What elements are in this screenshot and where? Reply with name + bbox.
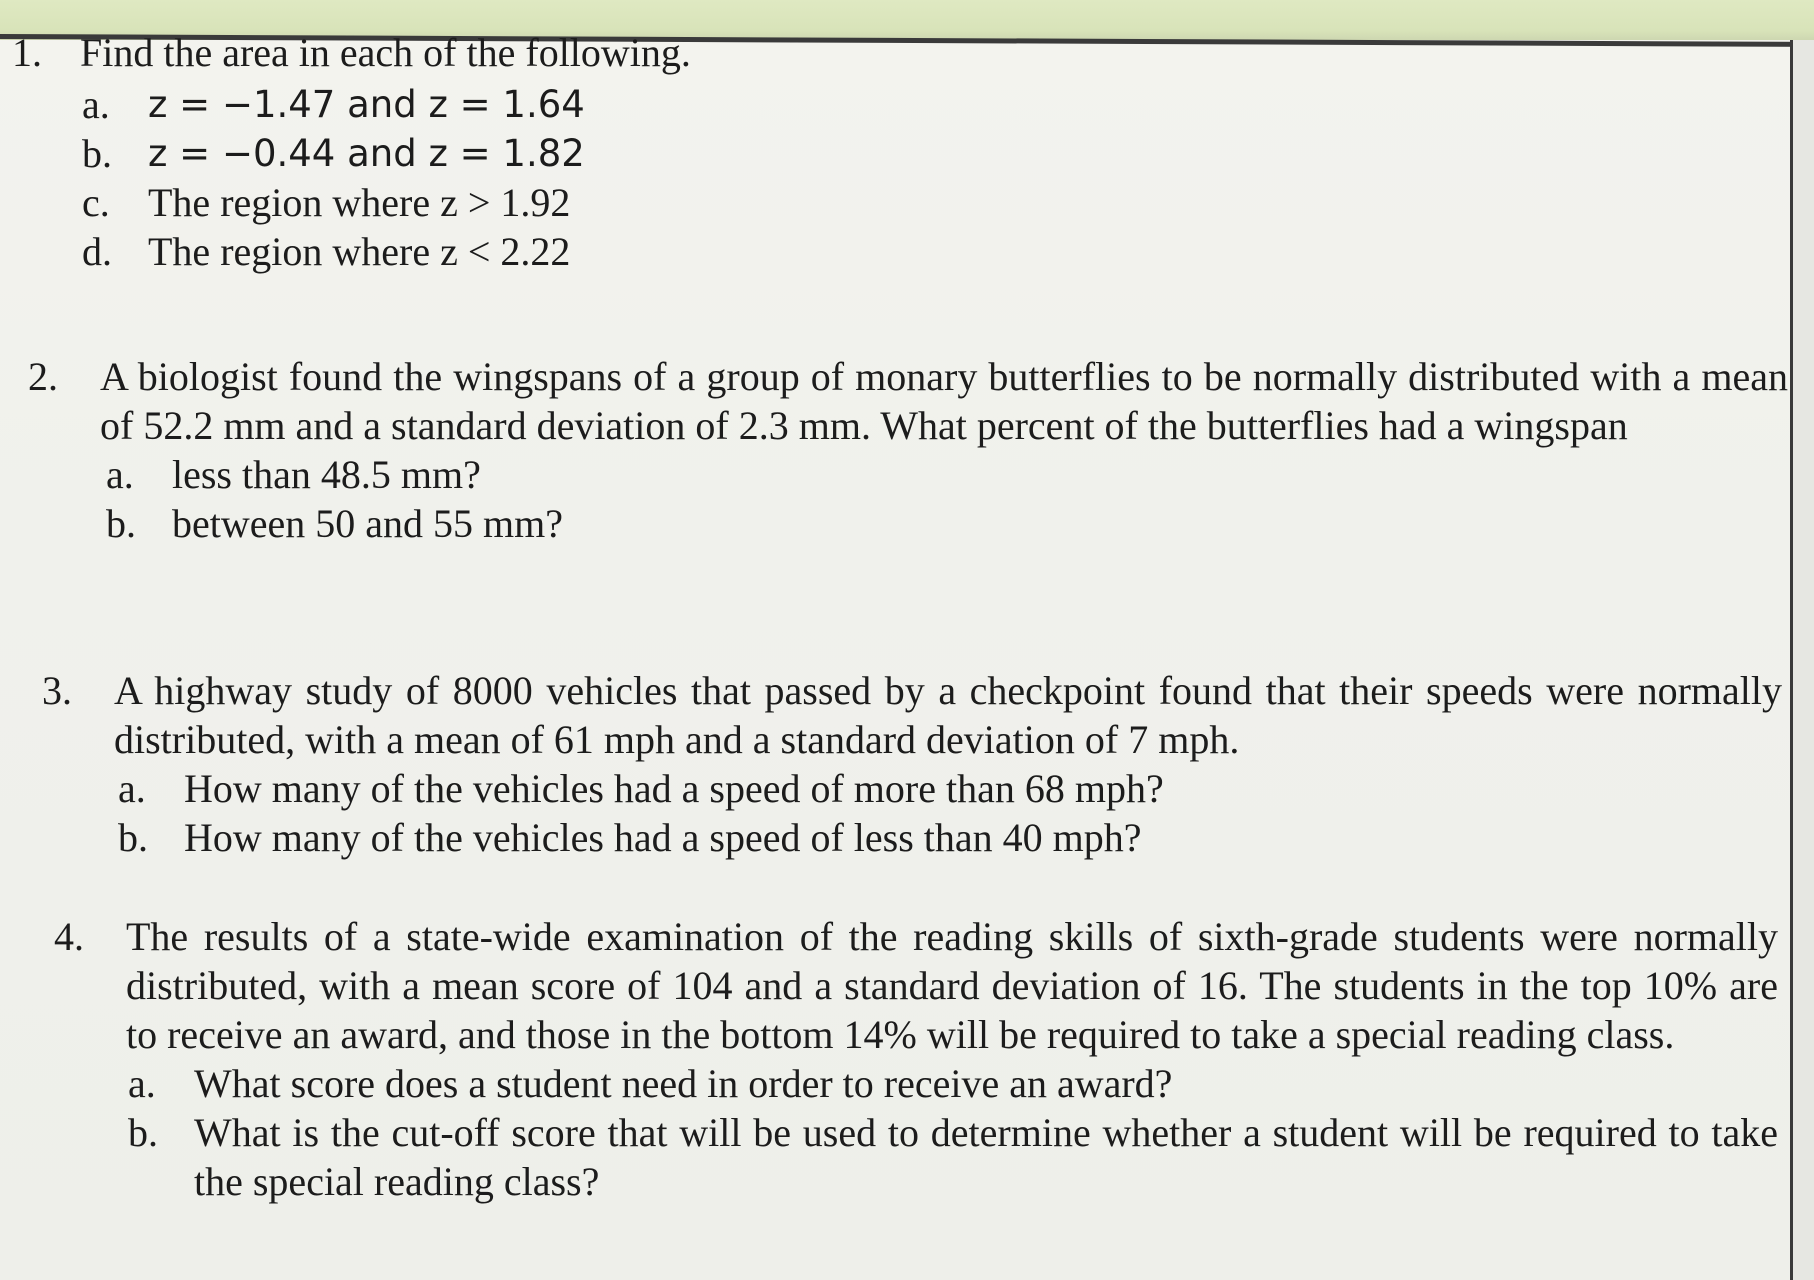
item-letter: d. [82, 229, 112, 274]
question-2-prompt: A biologist found the wingspans of a group of monary butterflies to be normally distributed with a mean of 52.2 mm and a standard deviation of 2.3 mm. What percent of the butterflies had a wingspan [100, 354, 1788, 448]
item-letter: b. [106, 501, 136, 546]
question-1-number: 1. [12, 30, 42, 75]
question-3 [42, 666, 1782, 862]
item-text: How many of the vehicles had a speed of less than 40 mph? [184, 815, 1142, 860]
item-text: The region where z > 1.92 [148, 180, 571, 225]
question-3-item-b [118, 813, 1782, 862]
question-1-item-a [82, 80, 912, 129]
item-letter: a. [82, 82, 110, 127]
question-1 [12, 28, 912, 276]
question-1-prompt-line [12, 28, 912, 78]
question-3-number: 3. [42, 668, 72, 713]
item-text: z = −0.44 and z = 1.82 [148, 132, 585, 175]
question-2-item-a [106, 450, 1788, 499]
page-right-edge [1790, 40, 1814, 1280]
question-2-number: 2. [28, 354, 58, 399]
question-2 [28, 352, 1788, 548]
item-letter: a. [118, 766, 146, 811]
item-letter: a. [128, 1061, 156, 1106]
question-1-prompt: Find the area in each of the following. [80, 30, 691, 75]
question-1-item-b [82, 129, 912, 178]
item-letter: b. [118, 815, 148, 860]
item-text: How many of the vehicles had a speed of more than 68 mph? [184, 766, 1164, 811]
question-4-item-b [128, 1108, 1778, 1206]
question-4 [54, 912, 1778, 1206]
question-2-item-b [106, 499, 1788, 548]
item-letter: b. [82, 131, 112, 176]
question-4-number: 4. [54, 914, 84, 959]
item-text: z = −1.47 and z = 1.64 [148, 83, 585, 126]
item-text: between 50 and 55 mm? [172, 501, 563, 546]
item-letter: a. [106, 452, 134, 497]
question-3-item-a [118, 764, 1782, 813]
question-4-item-a [128, 1059, 1778, 1108]
item-text: What score does a student need in order to receive an award? [194, 1061, 1173, 1106]
item-letter: b. [128, 1110, 158, 1155]
item-text: The region where z < 2.22 [148, 229, 571, 274]
question-3-prompt: A highway study of 8000 vehicles that passed by a checkpoint found that their speeds were normally distributed, with a mean of 61 mph and a standard deviation of 7 mph. [114, 668, 1782, 762]
item-text: less than 48.5 mm? [172, 452, 481, 497]
item-text: What is the cut-off score that will be used to determine whether a student will be required to take the special reading class? [194, 1110, 1778, 1204]
question-1-item-c [82, 178, 912, 227]
question-4-prompt: The results of a state-wide examination of the reading skills of sixth-grade students were normally distributed, with a mean score of 104 and a standard deviation of 16. The students in the top 10% are to receive an award, and those in the bottom 14% will be required to take a special reading class. [126, 914, 1778, 1057]
item-letter: c. [82, 180, 110, 225]
question-1-item-d [82, 227, 912, 276]
